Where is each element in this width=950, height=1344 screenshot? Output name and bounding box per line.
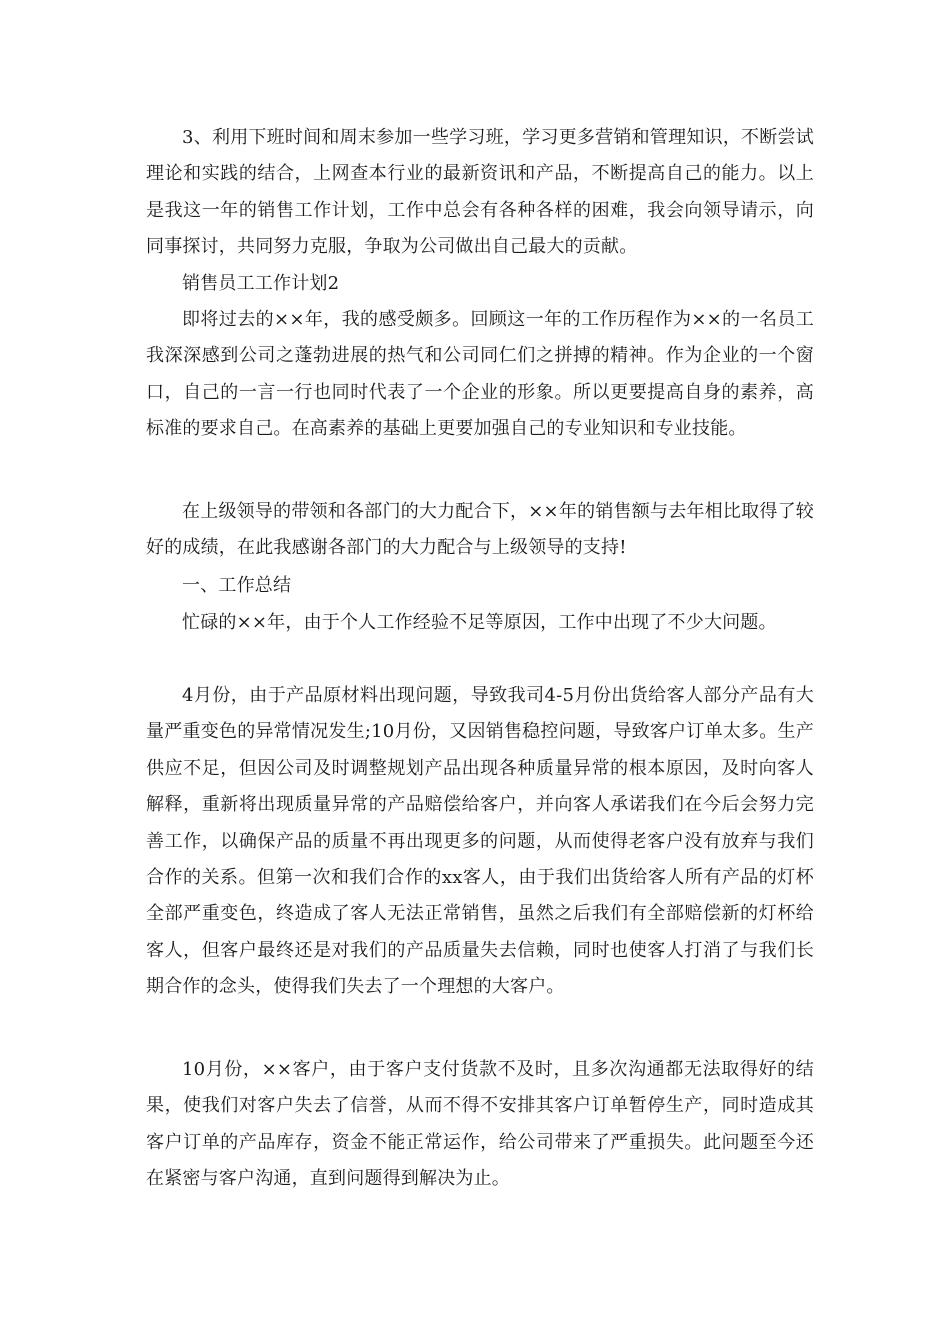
paragraph-october-issue: 10月份，××客户，由于客户支付货款不及时，且多次沟通都无法取得好的结果，使我们对客户失去了信誉，从而不得不安排其客户订单暂停生产，同时造成其客户订单的产品库存，资金不能正常运作，给公司带来了严重损失。此问题至今还在紧密与客户沟通，直到问题得到解决为止。 <box>146 1059 814 1190</box>
paragraph-april-issue: 4月份，由于产品原材料出现问题，导致我司4-5月份出货给客人部分产品有大量严重变色的异常情况发生;10月份，又因销售稳控问题，导致客户订单太多。生产供应不足，但因公司及时调整规划产品出现各种质量异常的根本原因，及时向客人解释，重新将出现质量异常的产品赔偿给客户，并向客人承诺我们在今后会努力完善工作，以确保产品的质量不再出现更多的问题，从而使得老客户没有放弃与我们合作的关系。但第一次和我们合作的xx客人，由于我们出货给客人所有产品的灯杯全部严重变色，终造成了客人无法正常销售，虽然之后我们有全部赔偿新的灯杯给客人，但客户最终还是对我们的产品质量失去信赖，同时也使客人打消了与我们长期合作的念头，使得我们失去了一个理想的大客户。 <box>146 685 814 998</box>
paragraph-year-review: 即将过去的××年，我的感受颇多。回顾这一年的工作历程作为××的一名员工我深深感到公司之蓬勃进展的热气和公司同仁们之拼搏的精神。作为企业的一个窗口，自己的一言一行也同时代表了一个企业的形象。所以更要提高自身的素养，高标准的要求自己。在高素养的基础上更要加强自己的专业知识和专业技能。 <box>146 309 814 440</box>
paragraph-sales-result: 在上级领导的带领和各部门的大力配合下，××年的销售额与去年相比取得了较好的成绩，在此我感谢各部门的大力配合与上级领导的支持! <box>146 501 814 559</box>
section-heading-work-summary: 一、工作总结 <box>182 575 292 596</box>
paragraph-busy-year: 忙碌的××年，由于个人工作经验不足等原因，工作中出现了不少大问题。 <box>182 612 777 633</box>
paragraph-study-plan: 3、利用下班时间和周末参加一些学习班，学习更多营销和管理知识，不断尝试理论和实践的结合，上网查本行业的最新资讯和产品，不断提高自己的能力。以上是我这一年的销售工作计划，工作中总会有各种各样的困难，我会向领导请示，向同事探讨，共同努力克服，争取为公司做出自己最大的贡献。 <box>146 127 814 258</box>
section-title-plan-2: 销售员工工作计划2 <box>182 273 340 294</box>
